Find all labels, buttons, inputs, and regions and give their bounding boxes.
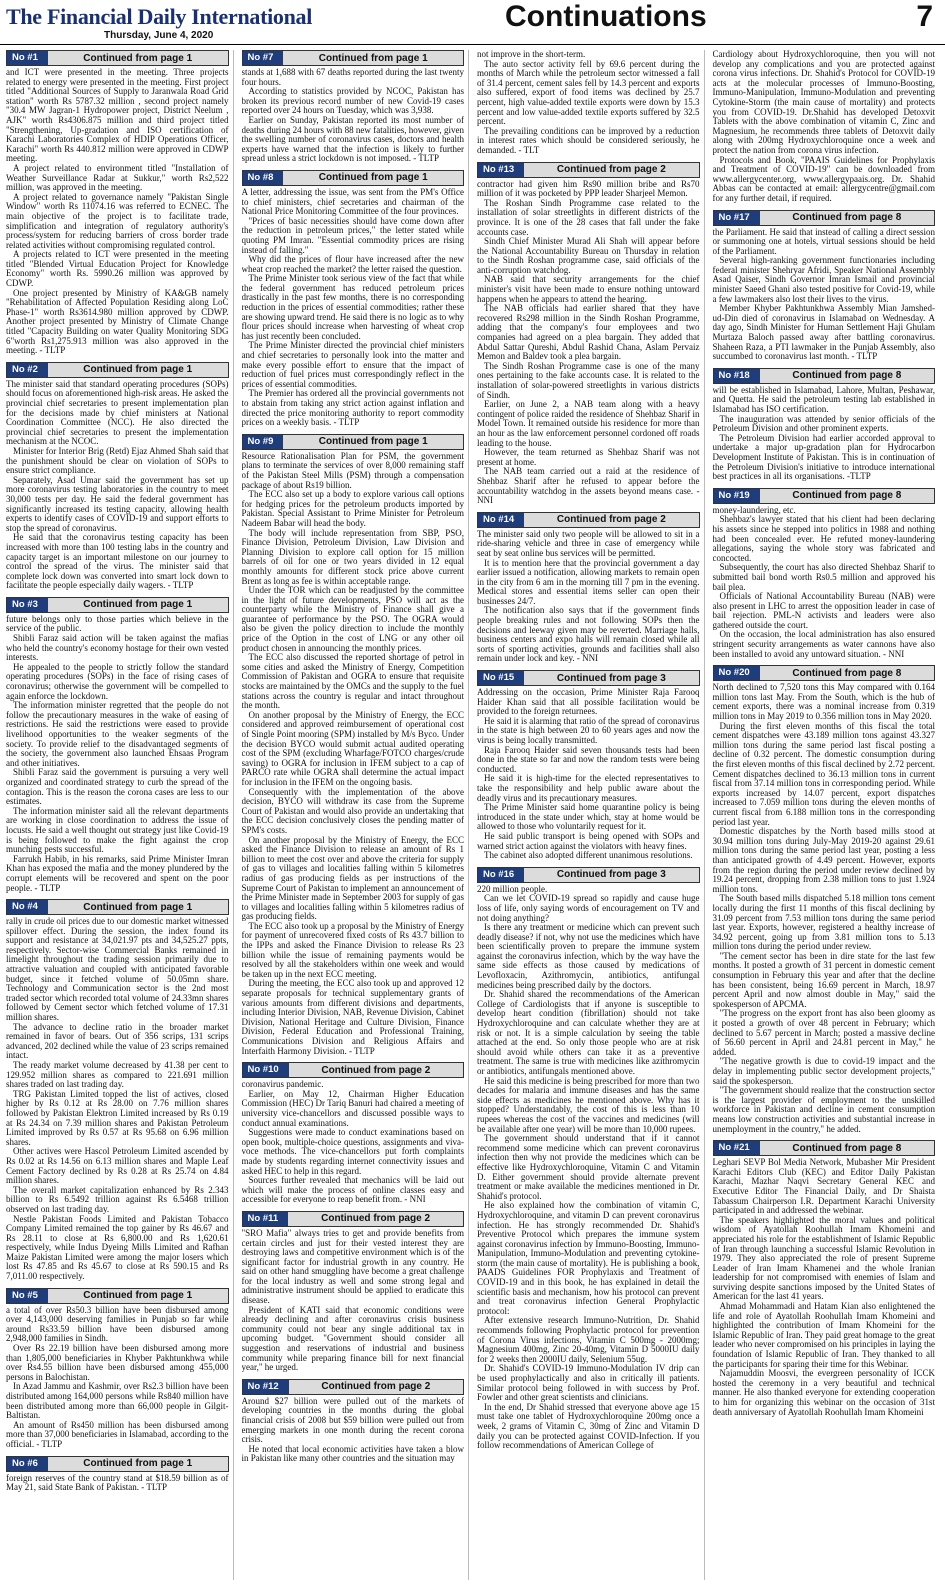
article-number: No #17: [714, 211, 760, 225]
article-body: [713, 506, 936, 660]
paragraph: North declined to 7,520 tons this May compared with 0.164 million tons last May. From the South, which is the hub of cement exports, there was a nominal increase from 0.319 million tons in May 2019 to 0.356 million tons in May 2020.: [712, 682, 935, 722]
paragraph: He said it is alarming that ratio of the spread of coronavirus in the state is high between 20 to 60 years ages and now the virus is being locally transmitted.: [477, 715, 700, 745]
article-number: No #9: [243, 435, 284, 449]
article-continued-label: Continued from page 8: [792, 490, 902, 502]
paragraph: money-laundering, etc.: [712, 504, 796, 515]
paragraph: Cardiology about Hydroxychloroquine, then you will not develop any complications and you are protected against corona virus infections. Dr. Shahid's Protocol for COVID-19 acts at the molecular processes of Immuno-Boosting, Immuno-Manipulation, Immuno-Modulation and preventing Cytokine-Storm (the main cause of mortality) and protects you from COVID-19. Dr.Shahid has developed Detoxvit Tablets with the above combination of vitamin C, Zinc and Magnesium, he recommends three tablets of Detoxvit daily along with 200mg Hydroxychloroquine once a week and protect the nation from corona virus infection.: [712, 50, 935, 155]
continuation-article: [713, 368, 936, 482]
paragraph: Officials of National Accountability Bureau (NAB) were also present in LHC to arrest the opposition leader in case of bail rejection. PML-N activists and leaders were also gathered outside the court.: [712, 591, 935, 630]
column: [713, 50, 940, 1580]
article-continued-label: Continued from page 2: [556, 514, 666, 526]
article-header: [6, 597, 229, 613]
paragraph: Under the TOR which can be readjusted by the committee in the light of future developments, PSO will act as the counterparty while the Ministry of Finance shall give a guarantee of performance by the PSO. The OGRA would also be given the policy direction to include the monthly price of the Option in the cost of LNG or any other oil product chosen in announcing the monthly prices.: [241, 585, 464, 653]
article-header: [242, 1379, 465, 1395]
paragraph: One project presented by Ministry of KA&GB namely "Rehabilitation of Affected Population Residing along LoC Phase-1" worth Rs3614.980 million approved by CDWP. Another project presented by Ministry of Climate Change titled "Capacity Building on water Quality Monitoring SDG 6"worth Rs1,275.913 million was also approved in the meeting. - TLTP: [6, 287, 229, 356]
paragraph: a total of over Rs50.3 billion have been disbursed among over 4,143,000 deserving families in Punjab so far while around Rs33.59 billion have been disbursed among 2,948,000 families in Sindh.: [6, 1304, 229, 1344]
article-continued-label: Continued from page 1: [83, 364, 193, 376]
article-body: [6, 68, 229, 356]
article-continued-label: Continued from page 8: [792, 667, 902, 679]
paragraph: A project related to governance namely "Pakistan Single Window" worth Rs 11074.16 was referred to ECNEC. The main objective of the project is to facilitate trade, simplification and integration of regulatory authority's process/system for reducing barriers of cross border trade related activities without compromising regulated control.: [6, 191, 229, 250]
newspaper-title: The Financial Daily International: [6, 4, 313, 29]
paragraph: Addressing on the occasion, Prime Minister Raja Farooq Haider Khan said that all possible facilitation would be provided to the foreign returnees.: [477, 687, 700, 717]
article-body: [713, 50, 936, 204]
paragraph: Earlier on Sunday, Pakistan reported its most number of deaths during 24 hours with 88 new fatalities, however, given the swelling number of coronavirus cases, doctors and health experts have warned that the infection is likely to further spread unless a strict lockdown is not imposed. - TLTP: [241, 114, 464, 164]
page-number: 7: [916, 0, 933, 33]
paragraph: The cabinet also adopted different unanimous resolutions.: [484, 850, 693, 861]
continuation-article: [242, 434, 465, 1056]
article-continued-label: Continued from page 2: [321, 1381, 431, 1393]
paragraph: Earlier, on June 2, a NAB team along with a heavy contingent of police raided the residence of Shehbaz Sharif in Model Town. It remained outside his residence for more than an hour as the law enforcement personnel cordoned off roads leading to the house.: [477, 399, 700, 448]
article-header: [242, 1062, 465, 1078]
paragraph: The advance to decline ratio in the broader market remained in favor of bears. Out of 356 scrips, 131 scrips advanced, 202 declined while the value of 23 scrips remained intact.: [6, 1021, 229, 1061]
issue-date: Thursday, June 4, 2020: [104, 30, 214, 41]
paragraph: Shibli Faraz said the government is pursuing a very well organized and coordinated strategy to curb the spread of the contagion. This is the reason the corona cases are less to our estimates.: [6, 767, 229, 807]
paragraph: Separately, Asad Umar said the government has set up more coronavirus testing laboratories in the country to meet 30,000 tests per day. He said the federal government has significantly increased its testing capacity, allowing health experts to identify cases of COVID-19 and support efforts to stop the spread of coronavirus.: [6, 474, 229, 533]
article-body: [242, 452, 465, 1056]
article-header: [713, 368, 936, 384]
article-number: No #2: [7, 363, 48, 377]
paragraph: The information minister said all the relevant departments are working in close coordination to address the issue of locusts. He said a well thought out strategy just like Covid-19 is being followed to make the fight against the crop munching pests successful.: [6, 805, 229, 855]
article-number: No #12: [243, 1380, 289, 1394]
article-body: [477, 688, 700, 861]
article-continued-label: Continued from page 3: [556, 672, 666, 684]
paragraph: Sindh Chief Minister Murad Ali Shah will appear before the National Accountability Bureau on Thursday in relation to the Sindh Roshan programme case, said officials of the anti-corruption watchdog.: [477, 236, 700, 275]
continuation-article: [713, 210, 936, 362]
article-continued-label: Continued from page 1: [83, 1458, 193, 1470]
article-continued-label: Continued from page 1: [83, 599, 193, 611]
article-continued-label: Continued from page 1: [318, 172, 428, 184]
paragraph: The inauguration was attended by senior officials of the Petroleum Division and other prominent experts.: [712, 413, 935, 434]
article-body: [6, 1474, 229, 1493]
article-body: [477, 530, 700, 664]
continuation-article: [6, 50, 229, 356]
paragraph: will be established in Islamabad, Lahore, Multan, Peshawar, and Quetta. He said the petroleum testing lab established in Islamabad has ISO certification.: [712, 384, 935, 414]
article-number: No #3: [7, 598, 48, 612]
paragraph: "SRO Mafia" always tries to get and provide benefits from certain circles and just for their vested interest they are destroying laws and competitive environment which is of the significant factor for industrial growth in any country. He said on other hand smuggling have become a great challenge for the local industry as well and some strong legal and administrative instrument should be applied to eradicate this disease.: [241, 1227, 464, 1306]
paragraph: However, the team returned as Shehbaz Sharif was not present at home.: [477, 447, 700, 467]
paragraph: The NAB officials had earlier shared that they have recovered Rs298 million in the Sindh Roshan Programme, adding that the company's four employees and two companies had agreed on a plea bargain. They added that Abdul Sattar Qureshi, Abdul Rashid Chana, Aslam Pervaiz Memon and Baldev took a plea bargain.: [477, 303, 700, 362]
paragraph: He said public transport is being opened with SOPs and warned strict action against the violators with heavy fines.: [477, 830, 700, 851]
paragraph: He said that the coronavirus testing capacity has been increased with more than 100 testing labs in the country and capacity target is an important milestone on our journey to control the spread of the virus. The minister said that complete lock down was converted into smart lock down to facilitate the people especially daily wagers. - TLTP: [6, 532, 229, 591]
continuation-article: [6, 1456, 229, 1493]
paragraph: The information minister regretted that the people do not follow the precautionary measures in the wake of easing of restrictions. He said the restrictions were eased to provide livelihood opportunities to the weaker segments of the society. To provide relief to the disadvantaged segments of the society, the government also launched Ehsaas Program and other initiatives.: [6, 700, 229, 768]
paragraph: Suggestions were made to conduct examinations based on open book, multiple-choice questions, assignments and viva-voce methods. The vice-chancellors put forth complaints made by students regarding internet connectivity issues and asked HEC to help in this regard.: [241, 1127, 464, 1176]
article-header: [477, 670, 700, 686]
column: [6, 50, 234, 1580]
continuation-article: [477, 867, 700, 1451]
article-number: No #18: [714, 369, 760, 383]
article-continued-label: Continued from page 1: [318, 436, 428, 448]
article-continued-label: Continued from page 2: [321, 1064, 431, 1076]
continuation-article: [477, 50, 700, 156]
article-header: [242, 1211, 465, 1227]
paragraph: The minister said only two people will be allowed to sit in a ride-sharing vehicle and three in case of emergency while seat by seat online bus services will be permitted.: [477, 528, 700, 558]
article-body: [713, 386, 936, 482]
paragraph: Can we let COVID-19 spread so rapidly and cause huge loss of life, only saying words of encouragement on TV and not doing anything?: [477, 893, 700, 923]
paragraph: He appealed to the people to strictly follow the standard operating procedures (SOPs) in the face of rising cases of coronavirus; otherwise the government will be compelled to again enforce the lockdown.: [6, 661, 229, 701]
paragraph: The body will include representation from SBP, PSO, Finance Division, Petroleum Division, Law Division and Planning Division to explore call option for 15 million barrels of oil for one or two years divided in 12 equal monthly amounts for different stock price above current Brent as long as fee is within acceptable range.: [241, 527, 464, 586]
continuation-article: [713, 50, 936, 204]
paragraph: In Azad Jammu and Kashmir, over Rs2.3 billion have been distributed among 164,000 persons while Rs840 million have been distributed among more than 66,000 people in Gilgit-Baltistan.: [6, 1381, 229, 1421]
article-body: [6, 917, 229, 1282]
paragraph: Farrukh Habib, in his remarks, said Prime Minister Imran Khan has exposed the mafia and the money plundered by the corrupt elements will be recovered and spent on the poor people. - TLTP: [6, 853, 229, 893]
paragraph: The speakers highlighted the moral values and political wisdom of Ayatollah Roohullah Imam Khomeini and appreciated his role for the establishment of Islamic Republic of Iran through launching a successful Islamic Revolution in 1979. They also appreciated the role of present Supreme Leader of Iran Imam Khamenei and the whole Iranian leadership for not compromised with enemies of Islam and surviving despite sanctions imposed by the United States of American for the last 41 years.: [712, 1214, 935, 1302]
article-header: [6, 1288, 229, 1304]
paragraph: The ECC also set up a body to explore various call options for hedging prices for the petroleum products imported by Pakistan. Special Assistant to Prime Minister for Petroleum Nadeem Babar will head the body.: [241, 489, 464, 528]
article-continued-label: Continued from page 8: [792, 1142, 902, 1154]
paragraph: NAB said that security arrangements for the chief minister's visit have been made to ensure nothing untoward happens when he appears to attend the hearing.: [477, 274, 700, 304]
article-body: [6, 615, 229, 893]
article-continued-label: Continued from page 1: [83, 52, 193, 64]
paragraph: During the first eleven months of this fiscal the total cement dispatches were 43.189 million tons against 43.327 million tons during the same period last fiscal posting a decline of 0.32 percent. The domestic consumption during the first eleven months of this fiscal declined by 2.72 percent. Cement dispatches declined to 36.13 million tons in current fiscal from 37.14 million tons in corresponding period. While exports increased by 14.07 percent, export dispatches increased to 7.059 million tons during the eleven months of current fiscal from 6.188 million tons in the corresponding period last year.: [712, 720, 935, 827]
masthead: [0, 0, 945, 45]
paragraph: Several high-ranking government functionaries including federal minister Shehryar Afridi, Speaker National Assembly Asad Qaiser, Sindh Governor Imran Ismail and provincial minister Saeed Ghani also tested positive for Covid-19, while a few lawmakers also lost their lives to the virus.: [712, 255, 935, 304]
paragraph: Leghari SEVP Bol Media Network, Mubasher Mir President Karachi Editors Club (KEC) and Editor Daily Pakistan Karachi, Mazhar Naqvi Secretary General KEC and Executive Editor The Financial Daily, and Dr Shaista Tabassum Chairperson I.R. Department Karachi University participated in and addressed the webinar.: [712, 1157, 935, 1216]
continuation-article: [477, 670, 700, 861]
paragraph: Other actives were Hascol Petroleum Limited ascended by Rs 0.02 at Rs 14.56 on 6.13 million shares and Maple Leaf Cement Factory declined by Rs 0.28 at Rs 25.74 on 4.84 million shares.: [6, 1146, 229, 1186]
article-columns: [0, 45, 945, 1580]
paragraph: He said it is high-time for the elected representatives to take the responsibility and help public aware about the deadly virus and its precautionary measures.: [477, 773, 700, 803]
article-number: No #15: [478, 671, 524, 685]
paragraph: not improve in the short-term.: [477, 50, 586, 59]
paragraph: Dr. Shahid shared the recommendations of the American College of Cardiologists that if anyone is susceptible to develop heart condition (fibrillation) should not take Hydroxychloroquine and can calculate whether they are at risk or not. It is a simple calculation by seeing the table attached at the end. So only those people who are at risk should avoid while others can take it as a preventive treatment. The same is true with medicines like azithromycin or antibiotics, antifungals mentioned above.: [477, 989, 700, 1076]
continuation-article: [242, 170, 465, 428]
paragraph: The minister said that standard operating procedures (SOPs) should focus on aforementioned high-risk areas. He asked the provincial chief secretaries to present implementation plan for the decisions made by chief ministers at National Coordination Committee (NCC). He also directed the provincial chief secretaries to present the implementation mechanism at the NCOC.: [6, 378, 229, 447]
paragraph: The Roshan Sindh Programme case related to the installation of solar streetlights in different districts of the province. It is one of the 28 cases that fall under the fake accounts case.: [477, 197, 700, 237]
article-number: No #4: [7, 900, 48, 914]
article-header: [6, 50, 229, 66]
paragraph: "The progress on the export front has also been gloomy as it posted a growth of over 48 percent in February; which declined to 5.67 percent in March; posted a massive decline of 56.60 percent in April and 24.81 percent in May," he added.: [712, 1008, 935, 1057]
article-header: [713, 1140, 936, 1156]
section-title: Continuations: [505, 0, 707, 33]
paragraph: The ECC also discussed the reported shortage of petrol in some cities and asked the Ministry of Energy, Competition Commission of Pakistan and OGRA to ensure that requisite stocks are maintained by the OMCs and the supply to the fuel stations across the country is regular and intact throughout the month.: [241, 652, 464, 711]
paragraph: contractor had given him Rs90 million bribe and Rs70 million of it was pocketed by PPP leader Sharjeel Memon.: [477, 178, 700, 199]
article-number: No #14: [478, 513, 524, 527]
paragraph: Najamuddin Moosvi, the evergreen personality of ICCK hosted the ceremony in a very beautiful and technical manner. He also thanked everyone for extending cooperation to him for organizing this webinar on the occasion of 31st death anniversary of Ayatollah Roohullah Imam Khomeini: [712, 1368, 935, 1417]
paragraph: Consequently with the implementation of the above decision, BYCO will withdraw its case from the Supreme Court of Pakistan and would also provide an undertaking that the ECC decision conclusively closes the pending matter of SPM's costs.: [241, 786, 464, 835]
article-header: [242, 50, 465, 66]
paragraph: President of KATI said that economic conditions were already declining and after coronavirus crisis business community could not bear any single additional tax in upcoming budget. "Government should consider all suggestion and reservations of industrial and business community while preparing finance bill for next financial year," he urged.: [241, 1304, 464, 1373]
article-header: [713, 665, 936, 681]
article-body: [242, 188, 465, 428]
continuation-article: [477, 512, 700, 664]
paragraph: the Parliament. He said that instead of calling a direct session or summoning one at hotels, virtual sessions should be held of the Parliament.: [712, 226, 935, 256]
paragraph: Ahmad Mohammadi and Hatam Kian also enlightened the life and role of Ayatollah Roohullah Imam Khomeini and highlighted the contribution of Imam Khomeini for the Islamic Republic of Iran. They paid great homage to the great leader who never compromised on his principles in laying the foundation of Islamic Republic of Iran. They thanked to all the participants for sparing their time for this Webinar.: [712, 1301, 935, 1369]
paragraph: "The government should realize that the construction sector is the largest provider of employment to the unskilled workforce in Pakistan and decline in cement consumption means low construction activities and substantial increase in unemployment in the country," he added.: [712, 1085, 935, 1134]
paragraph: The prevailing conditions can be improved by a reduction in interest rates which should be considered seriously, he demanded. - TLT: [477, 125, 700, 155]
article-number: No #20: [714, 666, 760, 680]
article-header: [242, 170, 465, 186]
article-number: No #6: [7, 1457, 48, 1471]
article-continued-label: Continued from page 2: [321, 1213, 431, 1225]
paragraph: During the meeting, the ECC also took up and approved 12 separate proposals for technical supplementary grants of various amounts from different divisions and departments, including Interior Division, NAB, Revenue Division, Cabinet Division, National Heritage and Culture Division, Finance Division, Federal Education and Professional Training, Communications Division and Religious Affairs and Interfaith Harmony Division. - TLTP: [241, 978, 464, 1056]
paragraph: A project related to environment titled "Installation of Weather Surveillance Radar at Sukkur," worth Rs2,522 million, was approved in the meeting.: [6, 162, 229, 193]
continuation-article: [242, 1062, 465, 1205]
article-body: [6, 380, 229, 591]
article-continued-label: Continued from page 8: [792, 370, 902, 382]
paragraph: Protocols and Book, "PAAIS Guidelines for Prophylaxis and Treatment of COVID-19" can be downloaded from www.allergycenter.org, www.allergypaais.org. Dr. Shahid Abbas can be contacted at email: allergycentre@gmail.com for any further detail, if required.: [712, 154, 935, 203]
continuation-article: [6, 1288, 229, 1450]
paragraph: foreign reserves of the country stand at $18.59 billion as of May 21, said State Bank of Pakistan. - TLTP: [6, 1472, 229, 1493]
paragraph: Is there any treatment or medicine which can prevent such deadly disease? if not, why not use the medicines which have been scientifically proven to prepare the immune system against the coronavirus infection, which by the way have the same side effects as those caused by medications of Levofloxacin, Azithromycin, antibiotics, antifungal medicines being prescribed daily by the doctors.: [477, 922, 700, 990]
paragraph: Dr. Shahid's COVID-19 Immuno-Modulation IV drip can be used prophylactically and also in critically ill patients. Similar protocol being followed in with success by Prof. Fowler and other great scientists and clinicians.: [477, 1363, 700, 1403]
paragraph: Earlier, on May 12, Chairman Higher Education Commission (HEC) Dr Tariq Banuri had chaired a meeting of university vice-chancellors and discussed possible ways to conduct annual examinations.: [241, 1088, 464, 1128]
article-body: [477, 180, 700, 506]
article-header: [242, 434, 465, 450]
article-header: [6, 899, 229, 915]
continuation-article: [713, 1140, 936, 1417]
paragraph: He noted that local economic activities have taken a blow in Pakistan like many other countries and the situation may: [241, 1443, 464, 1464]
paragraph: future belongs only to those parties which believe in the service of the public.: [6, 613, 229, 634]
paragraph: On another proposal by the Ministry of Energy, the ECC asked the Finance Division to release an amount of Rs 1 billion to meet the cost over and above the criteria for supply of gas to villages and localities falling within 5 kilometres radius of gas producing fields as per instructions of the Supreme Court of Pakistan to implement an announcement of the Prime Minister made in September 2003 for supply of gas to villages and localities falling within 5 kilometres radius of gas producing fields.: [241, 834, 464, 922]
paragraph: The auto sector activity fell by 69.6 percent during the months of March while the petroleum sector witnessed a fall of 31.4 percent, cement sales fell by 14.3 percent and exports also suffered, export of food items was declined by 25.7 percent, high value-added textile exports were down by 15.3 percent and low value-added textile exports suffered by 32.5 percent.: [477, 58, 700, 127]
paragraph: Shibli Faraz said action will be taken against the mafias who held the country's economy hostage for their own vested interests.: [6, 633, 229, 663]
paragraph: Resource Rationalisation Plan for PSM, the government plans to terminate the services of over 8,000 remaining staff of the Pakistan Steel Mills (PSM) through a compensation package of about Rs19 billion.: [241, 450, 464, 490]
paragraph: "The negative growth is due to covid-19 impact and the delay in implementing public sector development projects," said the spokesperson.: [712, 1056, 935, 1086]
paragraph: Why did the prices of flour have increased after the new wheat crop reached the market? the letter raised the question.: [241, 254, 464, 274]
continuation-article: [713, 488, 936, 660]
paragraph: 220 million people.: [477, 883, 548, 894]
paragraph: The Prime Minister took serious view of the fact that while the federal government has reduced petroleum prices drastically in the past few months, there is no corresponding reduction in the prices of essential commodities; rather these are showing upward trend. He said there is no logic as to why flour prices should increase when harvesting of wheat crop has just recently been concluded.: [241, 273, 464, 341]
article-continued-label: Continued from page 8: [792, 212, 902, 223]
paragraph: Subsequently, the court has also directed Shehbaz Sharif to submitted bail bond worth Rs0.5 million and approved his bail plea.: [712, 562, 935, 592]
paragraph: A letter, addressing the issue, was sent from the PM's Office to chief ministers, chief secretaries and chairman of the National Price Monitoring Committee of the four provinces.: [241, 186, 464, 217]
continuation-article: [242, 1379, 465, 1464]
paragraph: Around $27 billion were pulled out of the markets of developing countries in the months during the global financial crisis of 2008 but $59 billion were pulled out from emerging markets in one month during the recent corona crisis.: [241, 1395, 464, 1445]
paragraph: The Sindh Roshan Programme case is one of the many ones pertaining to the fake accounts case. It is related to the installation of solar-powered streetlights in various districts of Sindh.: [477, 360, 700, 400]
paragraph: Member Khyber Pakhtunkhwa Assembly Mian Jamshed-ud-Din died of coronavirus in Islamabad on Wednesday. A day ago, Sindh Minister for Human Settlement Haji Ghulam Murtaza Baloch passed away after battling coronavirus. Shaheen Raza, a PTI lawmaker in the Punjab Assembly, also succumbed to coronavirus last month. - TLTP: [712, 303, 935, 362]
paragraph: A projects related to ICT were presented in the meeting titled "Blended Virtual Education Project for Knowledge Economy" worth Rs. 5990.26 million was approved by CDWP.: [6, 249, 229, 289]
paragraph: Raja Farooq Haider said seven thousands tests had been done in the state so far and now the random tests were being conducted.: [477, 744, 700, 774]
paragraph: coronavirus pandemic.: [241, 1079, 324, 1090]
paragraph: In the end, Dr Shahid stressed that everyone above age 15 must take one tablet of Hydroxychloroquine 200mg once a week, 2 grams of Vitamin C, 30mg of Zinc and Vitamin D daily you can be protected against COVID-Infection. If you follow recommendations of American College of: [477, 1401, 700, 1451]
paragraph: Minister for Interior Brig (Retd) Ejaz Ahmed Shah said that the punishment should be clear on violation of SOPs to ensure strict compliance.: [6, 445, 229, 476]
paragraph: He also explained how the combination of vitamin C, Hydroxychloroquine, and vitamin D can prevent coronavirus infection. He has strongly recommended Dr. Shahid's Preventive Protocol which prepares the immune system against coronavirus infection by Immuno-Boosting, Immuno-Manipulation, Immuno-Modulation and preventing cytokine-storm (the main cause of mortality). He is publishing a book, PAADS Guidelines FOR Prophylaxis and Treatment of COVID-19 and in this book, he has explained in detail the scientific basis and mechanism, how his protocol can prevent and treat coronavirus infection General Prophylactic protocol:: [477, 1200, 700, 1316]
continuation-article: [713, 665, 936, 1134]
paragraph: The overall market capitalization enhanced by Rs 2.343 billion to Rs 6.5492 trillion against Rs 6.5468 trillion observed on last trading day.: [6, 1184, 229, 1214]
article-body: [242, 1397, 465, 1464]
continuation-article: [6, 899, 229, 1282]
paragraph: After extensive research Immuno-Nutrition, Dr. Shahid recommends following Prophylactic protocol for prevention of Corona Virus infections, Vitamin C 500mg - 2000mg; Magnesium 400mg, Zinc 20-40mg, Vitamin D 5000IU daily for 2 weeks then 2000IU daily, Selenium 55ug.: [477, 1315, 700, 1364]
paragraph: Over Rs 22.19 billion have been disbursed among more than 1,805,000 beneficiaries in Khyber Pakhtunkhwa while over Rs4.55 billion have been disbursed among 455,000 persons in Balochistan.: [6, 1343, 229, 1382]
article-continued-label: Continued from page 1: [83, 1290, 193, 1302]
continuation-article: [242, 1211, 465, 1373]
article-number: No #21: [714, 1141, 760, 1155]
article-body: [713, 228, 936, 362]
article-body: [477, 50, 700, 156]
article-continued-label: Continued from page 2: [556, 164, 666, 176]
paragraph: The NAB team carried out a raid at the residence of Shehbaz Sharif after he refused to appear before the accountability watchdog in the assets beyond means case. - NNI: [477, 466, 700, 506]
article-number: No #16: [478, 868, 524, 882]
paragraph: It is to mention here that the provincial government a day earlier issued a notification, allowing markets to remain open in the city from 6 am in the morning till 7 pm in the evening. Medical stores and essential items seller can open their businesses 24/7.: [477, 557, 700, 606]
paragraph: Nestle Pakistan Foods Limited and Pakistan Tobacco Company Limited remained the top gainer by Rs 46.67 and Rs 28.11 to close at Rs 6,800.00 and Rs 1,620.61 respectively, while Indus Dyeing Mills Limited and Rafhan Maize Pakistan Limited were among the major losers which lost Rs 47.85 and Rs 45.67 to close at Rs 590.15 and Rs 7,011.00 respectively.: [6, 1213, 229, 1282]
article-continued-label: Continued from page 1: [83, 901, 193, 913]
paragraph: The government should understand that if it cannot recommend some medicine which can prevent coronavirus infection then why not provide the medicines which can be effective like Hydroxychloroquine, Vitamin C and Vitamin D. Either government should provide alternate prevent treatment or make available the medicines mentioned in Dr. Shahid's protocol.: [477, 1133, 700, 1201]
article-header: [477, 512, 700, 528]
article-header: [6, 1456, 229, 1472]
paragraph: The South based mills dispatched 5.18 million tons cement locally during the first 11 months of this fiscal declining by 31.09 percent from 7.53 million tons during the same period last year. Exports, however, registered a healthy increase of 34.92 percent, going up from 3.81 million tons to 5.13 million tons during the period under review.: [712, 893, 935, 952]
paragraph: rally in crude oil prices due to our domestic market witnessed spillover effect. During the session, the index found its support and resistance at 34,021.97 pts and 34,525.27 ppts, respectively. Sector-wise Commercial Banks remained in limelight throughout the trading session primarily due to attractive valuation and coupled with anticipated favorable budget, since it fetched volume of 50.05mn share. Technology and Communication sector is the 2nd most traded sector which recorded total volume of 24.33mn shares followed by Cement sector which fetched volume of 17.31 million shares.: [6, 916, 229, 1023]
continuation-article: [242, 50, 465, 164]
paragraph: He said this medicine is being prescribed for more than two decades for malaria and immune diseases and has the same side effects as medicines he mentioned above. Why has it stopped? Understandably, the cost of this is less than 10 rupees whereas the cost of the vaccines and medicines (will be available after one year) will be more than 10,000 rupees.: [477, 1075, 700, 1134]
paragraph: The ready market volume decreased by 41.38 per cent to 129.952 million shares as compared to 221.691 million shares traded on last trading day.: [6, 1060, 229, 1090]
article-number: No #13: [478, 163, 524, 177]
paragraph: On the occasion, the local administration has also ensured stringent security arrangements as water cannons have also been installed to avoid any untoward situation. - NNI: [712, 629, 935, 659]
paragraph: The Prime Minister said home quarantine policy is being introduced in the state under which, stay at home would be allowed to those who voluntarily request for it.: [477, 802, 700, 832]
paragraph: TRG Pakistan Limited topped the list of actives, closed higher by Rs 0.12 at Rs 28.00 on 7.76 million shares followed by Pakistan Elektron Limited increased by Rs 0.19 at Rs 24.34 on 7.39 million shares and Pakistan Petroleum Limited improved by Rs 0.57 at Rs 95.68 on 6.96 million shares.: [6, 1088, 229, 1147]
paragraph: An amount of Rs450 million has been disbursed among more than 37,000 beneficiaries in Islamabad, according to the official. - TLTP: [6, 1419, 229, 1449]
paragraph: According to statistics provided by NCOC, Pakistan has broken its previous record number of new Covid-19 cases reported over 24 hours on Tuesday, which was 3,938.: [241, 86, 464, 116]
continuation-article: [6, 362, 229, 591]
article-body: [6, 1306, 229, 1450]
article-number: No #1: [7, 51, 48, 65]
paragraph: Sources further revealed that mechanics will be laid out which will make the process of online classes easy and accessible for everyone to reap benefit from. - NNI: [241, 1175, 464, 1205]
article-header: [713, 488, 936, 504]
article-body: [242, 1080, 465, 1205]
article-number: No #11: [243, 1212, 289, 1226]
paragraph: The Petroleum Division had earlier accorded approval to undertake a major up-gradation plan for Hydrocarbon Development Institute of Pakistan. This is in continuation of the Petroleum Division's initiative to introduce international best practices in all its organisations. -TLTP: [712, 432, 935, 482]
article-header: [477, 867, 700, 883]
paragraph: Shehbaz's lawyer stated that his client had been declaring his assets since he stepped into politics in 1988 and nothing had been concealed ever. He refuted money-laundering allegations, saying the whole story was fabricated and concocted.: [712, 514, 935, 563]
article-body: [713, 683, 936, 1134]
paragraph: The Prime Minister directed the provincial chief ministers and chief secretaries to personally look into the matter and make every possible effort to ensure that the impact of reduction of fuel prices must correspondingly reflect in the prices of essential commodities.: [241, 340, 464, 389]
column: [477, 50, 705, 1580]
article-continued-label: Continued from page 3: [556, 869, 666, 881]
article-body: [713, 1158, 936, 1417]
paragraph: stands at 1,688 with 67 deaths reported during the last twenty four hours.: [241, 67, 464, 87]
paragraph: "The cement sector has been in dire state for the last few months. It posted a growth of 31 percent in domestic cement consumption in February this year and after that the decline has been consistent, being 16.69 percent in March, 18.97 percent April and now almost double in May," said the spokesperson of APCMA.: [712, 950, 935, 1009]
article-header: [6, 362, 229, 378]
article-header: [713, 210, 936, 226]
continuation-article: [6, 597, 229, 893]
continuation-article: [477, 162, 700, 506]
article-body: [242, 1229, 465, 1373]
article-number: No #8: [243, 171, 284, 185]
paragraph: The Premier has ordered all the provincial governments not to abstain from taking any strict action against inflation and directed the price monitoring authority to report commodity prices on a weekly basis. - TLTP: [241, 388, 464, 428]
column: [242, 50, 470, 1580]
article-continued-label: Continued from page 1: [318, 52, 428, 64]
article-header: [477, 162, 700, 178]
paragraph: Domestic dispatches by the North based mills stood at 30.94 million tons during July-May 2019-20 against 29.61 million tons during the same period last year, posting a less than anticipated growth of 4.49 percent. However, exports from the region during the period under review declined by 19.24 percent, dropping from 2.38 million tons to just 1.924 million tons.: [712, 826, 935, 894]
paragraph: and ICT were presented in the meeting. Three projects related to energy were presented in the meeting. First project titled "Additional Sources of Supply to Jaranwala Road Grid station" worth Rs 5787.32 million , second project namely "30.4 MW Jagran-1 Hydropower project, District Neelum , AJK" worth Rs4306.875 million and third project titled "Strengthening, Up-gradation and ISO certification of Karachi Laboratories Complex of HDIP Operations Officer, Karachi" worth Rs 440.812 million were approved in CDWP meeting.: [6, 67, 229, 164]
paragraph: "Prices of basic necessities should have come down after the reduction in petroleum prices," the letter stated while quoting PM Imran. "Essential commodity prices are rising instead of falling.": [241, 215, 464, 255]
paragraph: The ECC also took up a proposal by the Ministry of Energy for payment of unrecovered fixed costs of Rs 43.7 billion to the IPPs and asked the Finance Division to release Rs 23 billion while the issue of remaining payments would be resolved by all the stakeholders within one week and would be taken up in the next ECC meeting.: [241, 920, 464, 979]
article-number: No #7: [243, 51, 284, 65]
paragraph: The notification also says that if the government finds people breaking rules and not following SOPs then the decisions and leeway given may be reverted. Marriage halls, business centers and expo halls will remain closed while all sorts of sporting activities, grounds and facilities shall also remain under lock and key. - NNI: [477, 605, 700, 664]
article-body: [477, 885, 700, 1451]
paragraph: On another proposal by the Ministry of Energy, the ECC considered and approved reimbursement of operational cost of Single Point mooring (SPM) installed by M/s Byco. Under the decision BYCO would submit actual audited operating cost of the SPM (excluding Wharfage/FOTCO charges/crude saving) to OGRA for inclusion in IFEM subject to a cap of PARCO rate while OGRA shall determine the actual impact for inclusion in the IFEM on the ongoing basis.: [241, 709, 464, 787]
article-number: No #19: [714, 489, 760, 503]
article-number: No #5: [7, 1289, 48, 1303]
article-number: No #10: [243, 1063, 289, 1077]
article-body: [242, 68, 465, 164]
